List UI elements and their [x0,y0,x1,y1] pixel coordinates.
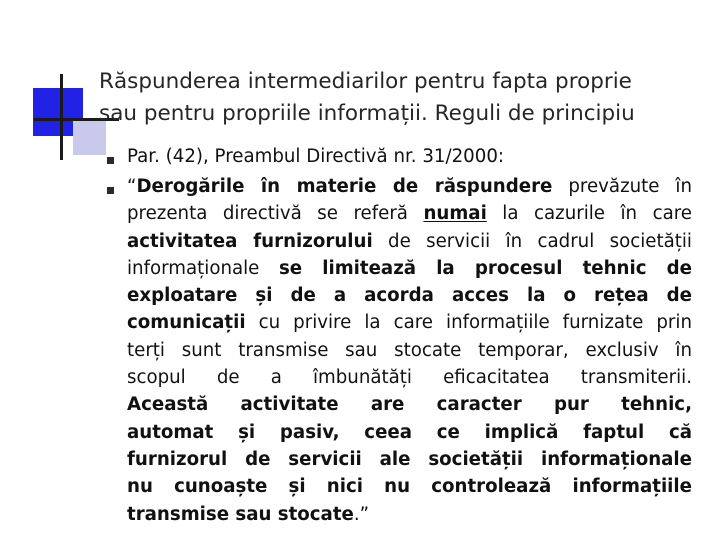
quote-text: prezenta directivă se referă [127,203,424,225]
quote-line [127,364,692,391]
quote-text: cu privire la care informațiile furnizate prin [245,312,692,334]
quote-line [127,473,692,500]
quote-line [127,419,692,446]
bullet-marker [107,187,114,194]
quote-bold-text: automat și pasiv, ceea ce implică faptul că [127,421,692,443]
quote-line [127,255,692,282]
quote-line [127,200,692,227]
quote-bold-text: exploatare și de a acorda acces la o rețea de [127,285,692,307]
quote-text: scopul de a îmbunătăți eficacitatea transmiterii. [127,367,692,389]
bullet-item-reference: Par. (42), Preambul Directivă nr. 31/2000: [127,146,505,167]
quote-close-mark: .” [353,503,370,525]
quote-bold-text: comunicații [127,312,246,334]
decorative-vertical-line [60,74,63,160]
quote-bold-text: furnizorul de servicii ale societății informaționale [127,448,692,470]
quote-line [127,337,692,364]
quote-underlined-text: numai [423,203,487,225]
quote-bold-text: transmise sau stocate [127,503,354,525]
bullet-marker [107,157,114,164]
quote-line [127,309,692,336]
quote-bold-text: Derogările în materie de răspundere [136,176,553,197]
quote-bold-text: activitatea furnizorului [127,230,373,252]
quote-line [127,228,692,255]
title-line-2: sau pentru propriile informații. Reguli de principiu [99,101,635,126]
quote-text: la cazurile în care [486,203,692,225]
quote-line [127,501,692,528]
quote-text: de servicii în cadrul societății [372,230,692,252]
quote-open-mark: “ [127,176,137,197]
slide-title [99,66,699,130]
quote-text: terți sunt transmise sau stocate temporar, exclusiv în [127,339,692,361]
quote-line [127,391,692,418]
quote-bold-text: se limitează la procesul tehnic de [278,257,693,279]
quote-line [127,282,692,309]
bullet-item-quote [127,173,692,528]
quote-line [127,446,692,473]
quote-bold-text: Această activitate are caracter pur tehnic, [127,394,692,416]
quote-text: informaționale [127,257,279,279]
quote-bold-text: nu cunoaște și nici nu controlează informațiile [127,476,692,498]
quote-line [127,173,692,200]
quote-text: prevăzute în [552,176,692,197]
title-line-1: Răspunderea intermediarilor pentru fapta proprie [99,69,632,94]
